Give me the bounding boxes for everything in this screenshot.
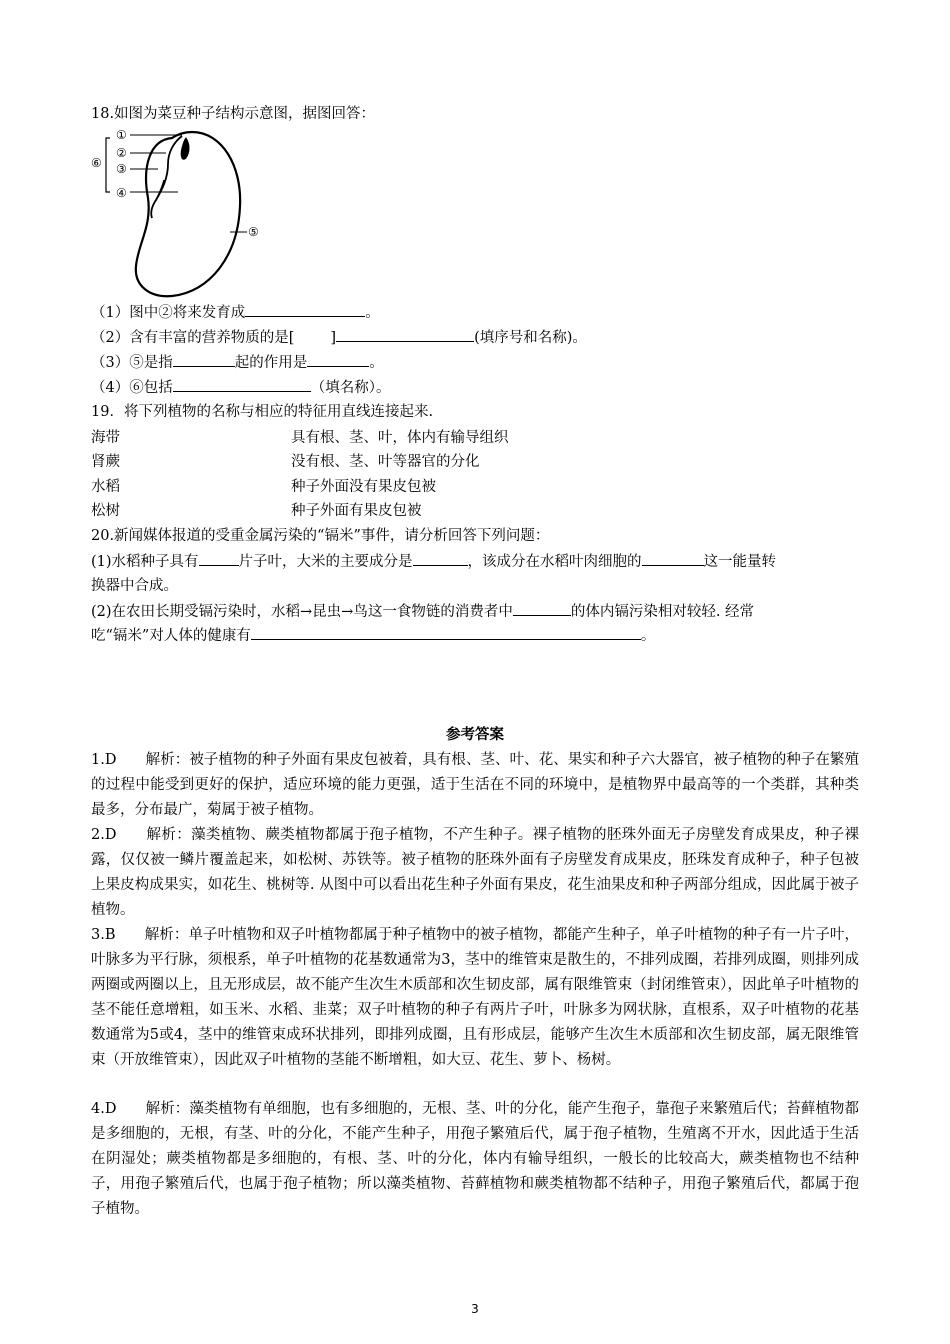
diagram-labels bbox=[91, 128, 259, 239]
q20-line-4: 吃“镉米”对人体的健康有 。 bbox=[91, 625, 655, 646]
answer-blank[interactable] bbox=[173, 352, 235, 367]
q20-line-3: (2)在农田长期受镉污染时，水稻→昆虫→鸟这一食物链的消费者中 的体内镉污染相对较轻. 经常 bbox=[91, 601, 754, 622]
q18-item-1: （1）图中②将来发育成 。 bbox=[91, 302, 380, 323]
page-number: 3 bbox=[471, 1302, 479, 1316]
label-3: ③ bbox=[116, 162, 127, 176]
q19-plant: 松树 bbox=[91, 503, 120, 519]
label-1: ① bbox=[116, 128, 127, 142]
answer-item-3: 3.B 解析：单子叶植物和双子叶植物都属于种子植物中的被子植物，都能产生种子，单子叶植物的种子有一片子叶，叶脉多为平行脉，须根系，单子叶植物的花基数通常为3，茎中的维管束是散生的，不排列成圈，若排列成圈，则排列成两圈或两圈以上，且无形成层，故不能产生次生木质部和次生韧皮部，属有限维管束（封闭维管束），因此单子叶植物的茎不能任意增粗，如玉米、水稻、韭菜；双子叶植物的种子有两片子叶，叶脉多为网状脉，直根系，双子叶植物的花基数通常为5或4，茎中的维管束成环状排列，即排列成圈，且有形成层，能够产生次生木质部和次生韧皮部，属无限维管束（开放维管束），因此双子叶植物的茎能不断增粗，如大豆、花生、萝卜、杨树。 bbox=[91, 927, 859, 1068]
q19-feature: 具有根、茎、叶，体内有输导组织 bbox=[291, 430, 509, 446]
q18-item-3: （3）⑤是指 起的作用是 。 bbox=[91, 352, 384, 373]
answer-item-1: 1.D 解析：被子植物的种子外面有果皮包被着，具有根、茎、叶、花、果实和种子六大器官，被子植物的种子在繁殖的过程中能受到更好的保护，适应环境的能力更强，适于生活在不同的环境中，是植物界中最高等的一个类群，其种类最多，分布最广，菊属于被子植物。 bbox=[91, 752, 859, 818]
answer-blank[interactable] bbox=[513, 601, 571, 616]
q19-title: 19．将下列植物的名称与相应的特征用直线连接起来. bbox=[91, 404, 434, 420]
answer-blank[interactable] bbox=[336, 327, 474, 342]
answer-blank[interactable] bbox=[307, 352, 369, 367]
q19-plant: 水稻 bbox=[91, 479, 120, 495]
q20-line-2: 换器中合成。 bbox=[91, 578, 178, 594]
answer-item-4: 4.D 解析：藻类植物有单细胞，也有多细胞的，无根、茎、叶的分化，能产生孢子，靠孢子来繁殖后代；苔藓植物都是多细胞的，无根，有茎、叶的分化，不能产生种子，用孢子繁殖后代，属于孢子植物，生殖离不开水，因此适于生活在阴湿处；蕨类植物都是多细胞的，有根、茎、叶的分化，体内有输导组织，一般长的比较高大，蕨类植物也不结种子，用孢子繁殖后代，也属于孢子植物；所以藻类植物、苔藓植物和蕨类植物都不结种子，用孢子繁殖后代，都属于孢子植物。 bbox=[91, 1101, 859, 1217]
label-2: ② bbox=[116, 146, 127, 160]
q19-plant: 肾蕨 bbox=[91, 454, 120, 470]
q19-feature: 没有根、茎、叶等器官的分化 bbox=[291, 454, 480, 470]
answer-blank[interactable] bbox=[245, 302, 365, 317]
answer-blank[interactable] bbox=[173, 377, 311, 392]
q20-line-1: (1)水稻种子具有 片子叶，大米的主要成分是 ，该成分在水稻叶肉细胞的 这一能量转 bbox=[91, 551, 776, 572]
q18-item-4: （4）⑥包括 （填名称）。 bbox=[91, 377, 390, 398]
q19-feature: 种子外面没有果皮包被 bbox=[291, 479, 436, 495]
answer-blank[interactable] bbox=[642, 551, 704, 566]
q18-item-2: （2）含有丰富的营养物质的是[ ] (填序号和名称)。 bbox=[91, 327, 587, 348]
q19-feature: 种子外面有果皮包被 bbox=[291, 503, 422, 519]
q20-title: 20.新闻媒体报道的受重金属污染的“镉米”事件，请分析回答下列问题： bbox=[91, 528, 550, 544]
label-6: ⑥ bbox=[91, 156, 102, 170]
answer-blank[interactable] bbox=[199, 551, 239, 566]
label-5: ⑤ bbox=[248, 225, 259, 239]
q19-plant: 海带 bbox=[91, 430, 120, 446]
answer-blank[interactable] bbox=[251, 625, 641, 640]
answers-title: 参考答案 bbox=[446, 726, 504, 743]
answer-item-2: 2.D 解析：藻类植物、蕨类植物都属于孢子植物，不产生种子。裸子植物的胚珠外面无子房壁发育成果皮，种子裸露，仅仅被一鳞片覆盖起来，如松树、苏铁等。被子植物的胚珠外面有子房壁发育成果皮，胚珠发育成种子，种子包被上果皮构成果实，如花生、桃树等. 从图中可以看出花生种子外面有果皮，花生油果皮和种子两部分组成，因此属于被子植物。 bbox=[91, 827, 859, 918]
bean-seed-diagram bbox=[90, 126, 270, 298]
q18-title: 18.如图为菜豆种子结构示意图，据图回答： bbox=[91, 106, 376, 122]
label-4: ④ bbox=[116, 186, 127, 200]
answer-blank[interactable] bbox=[413, 551, 468, 566]
